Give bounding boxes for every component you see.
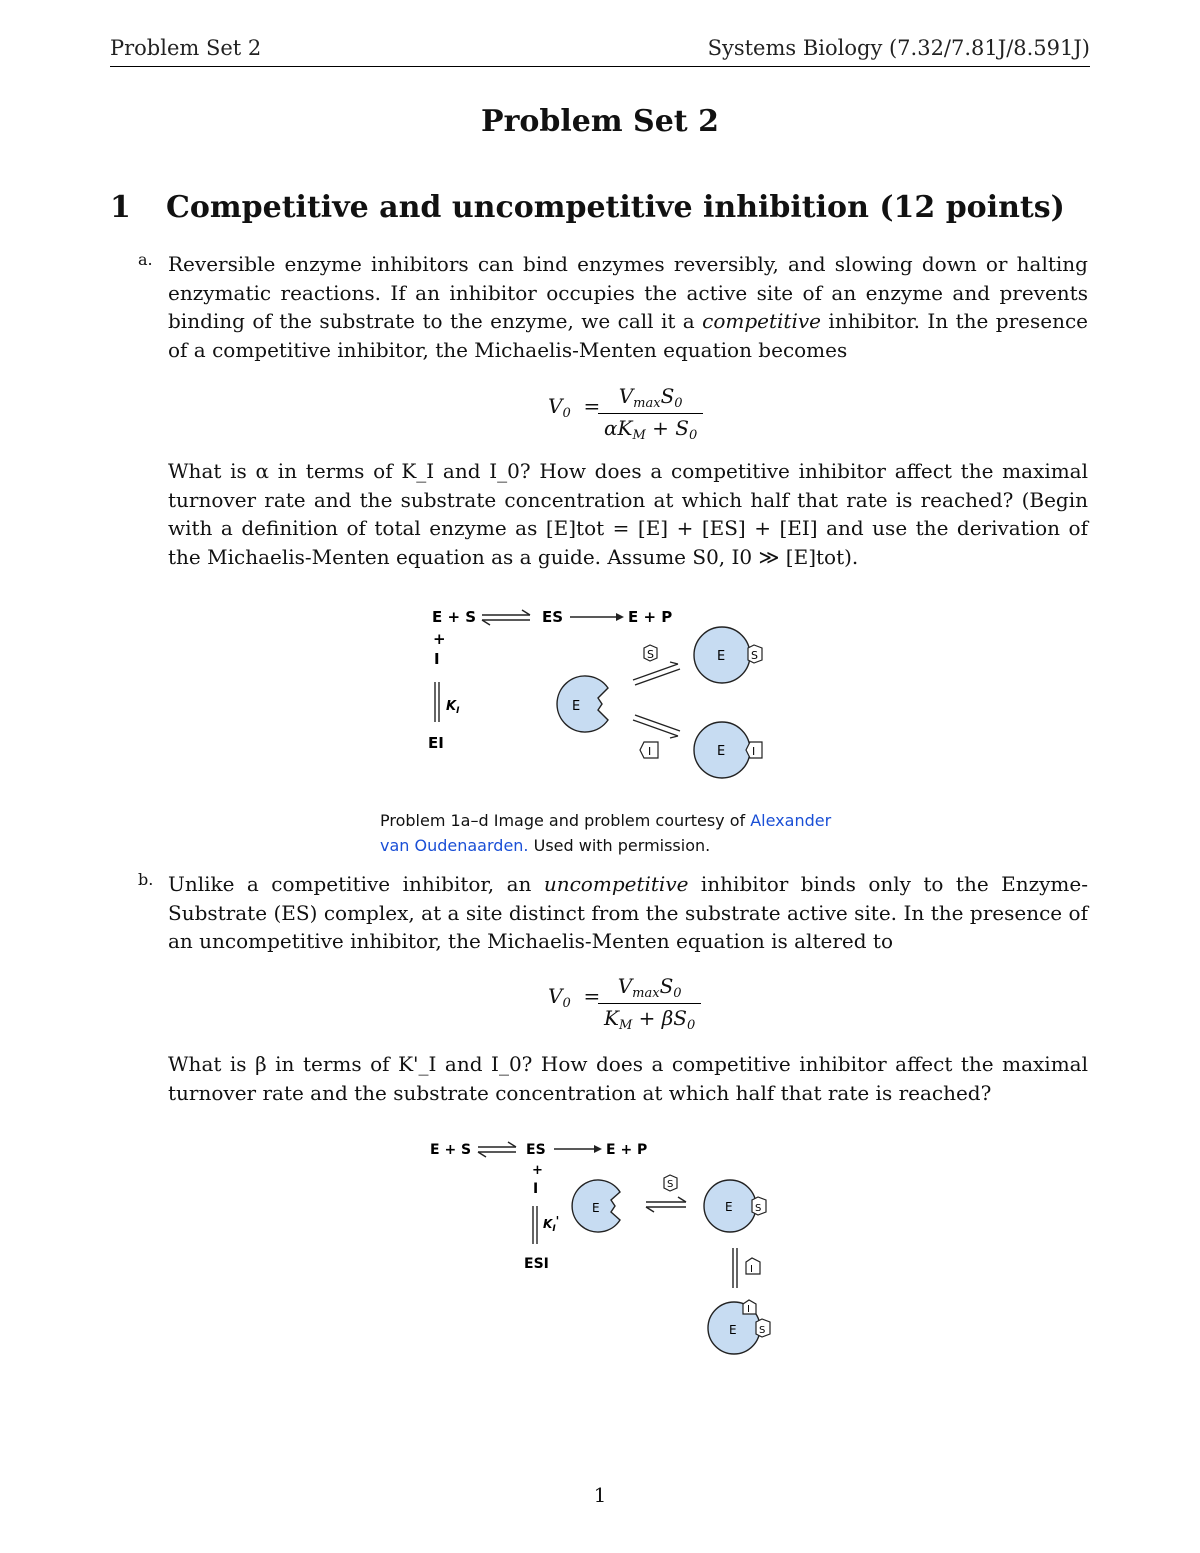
eq-b-den: K [604,1006,619,1030]
caption-author-link-2[interactable]: van Oudenaarden. [380,836,529,855]
fig-a-es-substrate-label: S [751,649,758,662]
fig-b-substrate-label: S [667,1179,674,1190]
part-a-question: What is α in terms of K_I and I_0? How does a competitive inhibitor affect the maximal turnover rate and the substrate concentration at which half that rate is reached? (Begin with a definition of total enzyme as [E]tot = [E] + [ES] + [EI] and use the derivation of the Michaelis-Menten equation as a guide. Assume S0, I0 ≫ [E]tot). [168,459,1088,569]
page-number: 1 [593,1483,607,1507]
figure-competitive-inhibition [420,600,780,790]
running-header-right: Systems Biology (7.32/7.81J/8.591J) [707,36,1090,60]
fig-a-ei-inhibitor-label: I [752,745,756,758]
fig-b-scheme-top: E + S [430,1142,472,1158]
part-a-emphasis: competitive [702,309,822,333]
section-number: 1 [110,190,131,225]
eq-a-den-tail: + S [645,416,689,440]
part-a-text-2: inhibitor. In the presence of a competitive inhibitor, the Michaelis-Menten equation becomes [168,309,1088,362]
fig-a-scheme-top: E + S [432,608,477,626]
fig-b-esi-enzyme-label: E [729,1323,737,1337]
fig-a-ki: $K_I$ [446,699,460,716]
fig-b-complex-esi: ESI [524,1256,549,1272]
fig-a-es-enzyme-label: E [717,649,726,664]
section-heading [110,190,1065,225]
eq-a-num: V [618,384,634,408]
part-b-text-1: Unlike a competitive inhibitor, an [168,872,544,896]
fig-b-esi-inhibitor-label: I [747,1304,750,1315]
fig-a-substrate-label: S [647,648,654,661]
eq-a-lhs-sub: 0 [562,406,571,421]
part-a-intro [168,250,1088,364]
eq-b-num-tail-sub: 0 [673,986,682,1001]
eq-a-num-sub: max [633,396,661,411]
fig-a-binding-arrow-substrate [633,662,680,685]
fig-a-complex-ei: EI [428,734,444,752]
part-b-emphasis: uncompetitive [543,872,689,896]
fig-b-inhibitor-label: I [750,1264,753,1275]
fig-a-inhibitor-token [640,742,658,758]
eq-a-den-tail-sub: 0 [688,428,698,443]
fig-b-equilibrium-arrow [478,1142,516,1157]
eq-a-den: αK [604,416,633,440]
page-title: Problem Set 2 [481,104,719,139]
fig-a-es-complex [694,627,762,683]
running-header-left: Problem Set 2 [110,36,262,60]
fig-b-es-complex [704,1180,766,1232]
fig-a-binding-arrow-inhibitor [633,715,680,738]
fig-a-ei-complex [694,722,762,778]
eq-b-den-sub: M [618,1018,633,1033]
fig-b-binding-arrow [646,1197,686,1212]
fig-a-ei-enzyme-label: E [717,744,726,759]
fig-a-enzyme-label: E [572,699,581,714]
fig-b-forward-arrow [554,1145,602,1153]
eq-b-num-tail: S [659,974,674,998]
part-a-label: a. [138,250,153,269]
eq-a-fraction [598,384,703,443]
caption-text: Problem 1a–d Image and problem courtesy of [380,811,751,830]
caption-permission: Used with permission. [528,836,711,855]
fig-b-inhibitor-arrow [733,1248,737,1288]
part-b-label: b. [138,870,154,889]
fig-b-enzyme-label: E [592,1201,600,1215]
part-a-text-1: Reversible enzyme inhibitors can bind enzymes reversibly, and slowing down or halting enzymatic reactions. If an inhibitor occupies the active site of an enzyme and prevents binding of the substrate to the enzyme, we call it a [168,252,1088,333]
fig-b-free-enzyme [572,1180,620,1232]
header-rule [110,66,1090,67]
fig-a-scheme-es: ES [542,608,564,626]
eq-a-num-tail: S [660,384,675,408]
eq-a-lhs: V [548,394,563,418]
caption-author-link[interactable]: Alexander [750,811,832,830]
fig-b-inhibitor-token [746,1258,760,1275]
part-b-text-2: inhibitor binds only to the Enzyme-Substrate (ES) complex, at a site distinct from the substrate active site. In the presence of an uncompetitive inhibitor, the Michaelis-Menten equation is altered to [168,872,1088,953]
fig-b-scheme-product: E + P [606,1142,648,1158]
fig-b-esi-substrate-label: S [759,1325,766,1336]
fig-b-scheme-es: ES [526,1142,546,1158]
fig-a-plus: + [433,630,446,648]
eq-a-num-tail-sub: 0 [674,396,683,411]
eq-b-den-tail: + βS [632,1006,688,1030]
fig-a-forward-arrow [570,613,624,621]
eq-b-num: V [617,974,633,998]
fig-b-ki: $K_I'$ [543,1214,560,1234]
section-title: Competitive and uncompetitive inhibition (12 points) [166,190,1065,225]
fig-b-ki-arrow [533,1206,537,1244]
eq-b-fraction [598,974,701,1033]
fig-a-equilibrium-arrow [482,610,530,625]
fig-a-inhibitor: I [434,650,440,668]
eq-b-lhs: V [548,984,563,1008]
fig-a-ki-arrow [435,682,439,722]
part-b-intro [168,870,1088,956]
fig-b-es-enzyme-label: E [725,1200,733,1214]
fig-b-inhibitor: I [533,1181,539,1197]
eq-b-den-tail-sub: 0 [687,1018,696,1033]
fig-a-inhibitor-label: I [648,745,652,758]
fig-a-substrate-token [644,645,657,661]
figure-caption [380,808,831,858]
eq-b-lhs-sub: 0 [562,996,571,1011]
fig-b-plus: + [532,1163,543,1178]
eq-b-num-sub: max [632,986,660,1001]
fig-a-scheme-product: E + P [628,608,673,626]
fig-b-esi-complex [708,1300,770,1354]
fig-b-substrate-token [664,1175,677,1191]
eq-a-den-sub: M [632,428,646,443]
fig-b-es-substrate-label: S [755,1203,762,1214]
figure-uncompetitive-inhibition [420,1132,780,1372]
fig-a-free-enzyme [557,676,608,732]
part-b-question: What is β in terms of K'_I and I_0? How does a competitive inhibitor affect the maximal turnover rate and the substrate concentration at which half that rate is reached? [168,1052,1088,1105]
